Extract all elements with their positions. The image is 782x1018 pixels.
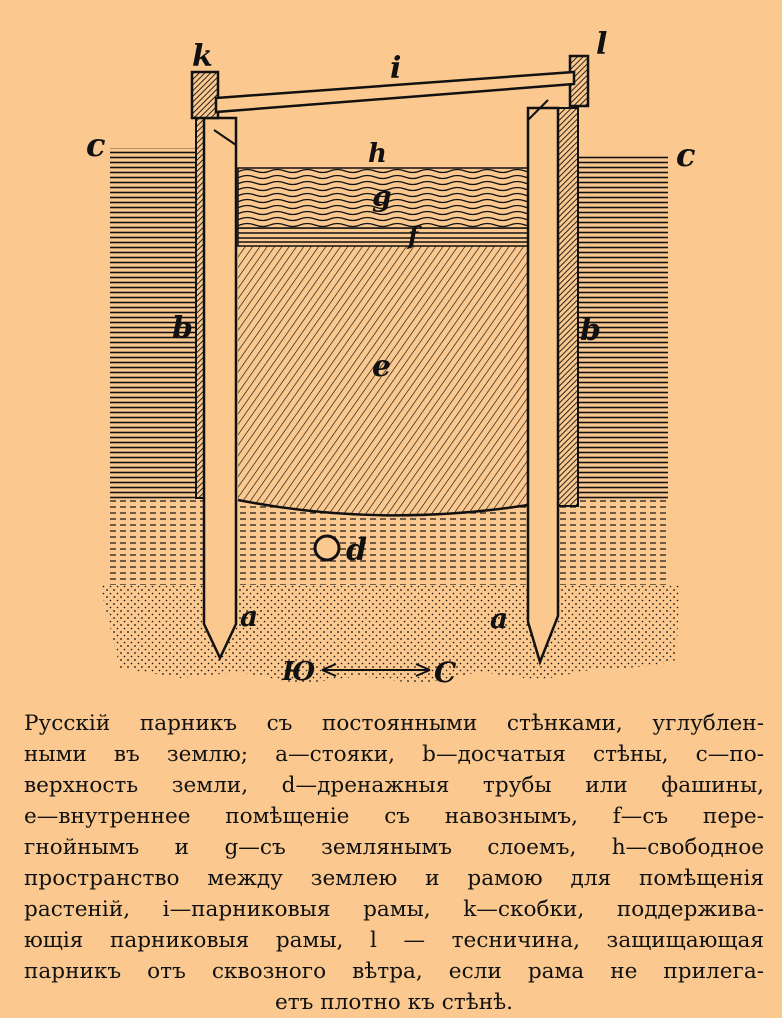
drain-pipe [315,536,339,560]
label-compass-north: С [434,656,457,689]
label-compass-south: Ю [282,657,316,687]
figure-caption [24,708,764,1015]
caption-line: гнойнымъ и g—съ землянымъ слоемъ, h—свободное [24,835,764,860]
label-g: g [372,180,392,213]
right-wall [556,108,578,506]
caption-line: ными въ землю; a—стояки, b—досчатыя стѣны, c—по- [24,742,764,767]
label-h: h [368,139,387,169]
label-e: e [372,349,392,384]
right-stake [528,108,558,662]
label-d: d [346,533,367,568]
caption-line: e—внутреннее помѣщеніе съ навознымъ, f—съ пере- [24,804,764,829]
caption-line: Русскій парникъ съ постоянными стѣнками, углублен- [24,711,764,736]
label-l: l [596,27,608,62]
label-i: i [390,51,402,86]
label-c-right: c [676,136,696,174]
label-k: k [192,39,213,74]
label-b-left: b [172,311,193,346]
caption-line: пространство между землею и рамою для помѣщенія [24,866,764,891]
label-c-left: c [86,126,106,164]
caption-line: ющія парниковыя рамы, l — тесничина, защищающая [24,928,764,953]
label-f: f [408,221,419,250]
label-b-right: b [580,313,601,348]
caption-line: верхность земли, d—дренажныя трубы или фашины, [24,773,764,798]
left-stake [204,118,236,658]
caption-line: етъ плотно къ стѣнѣ. [274,990,514,1015]
humus-layer [238,228,528,246]
label-a-left: a [240,600,259,633]
left-bracket [192,72,218,118]
caption-line: парникъ отъ сквозного вѣтра, если рама не прилега- [24,959,764,984]
caption-line: растеній, i—парниковыя рамы, k—скобки, поддержива- [24,897,764,922]
label-a-right: a [490,602,509,635]
